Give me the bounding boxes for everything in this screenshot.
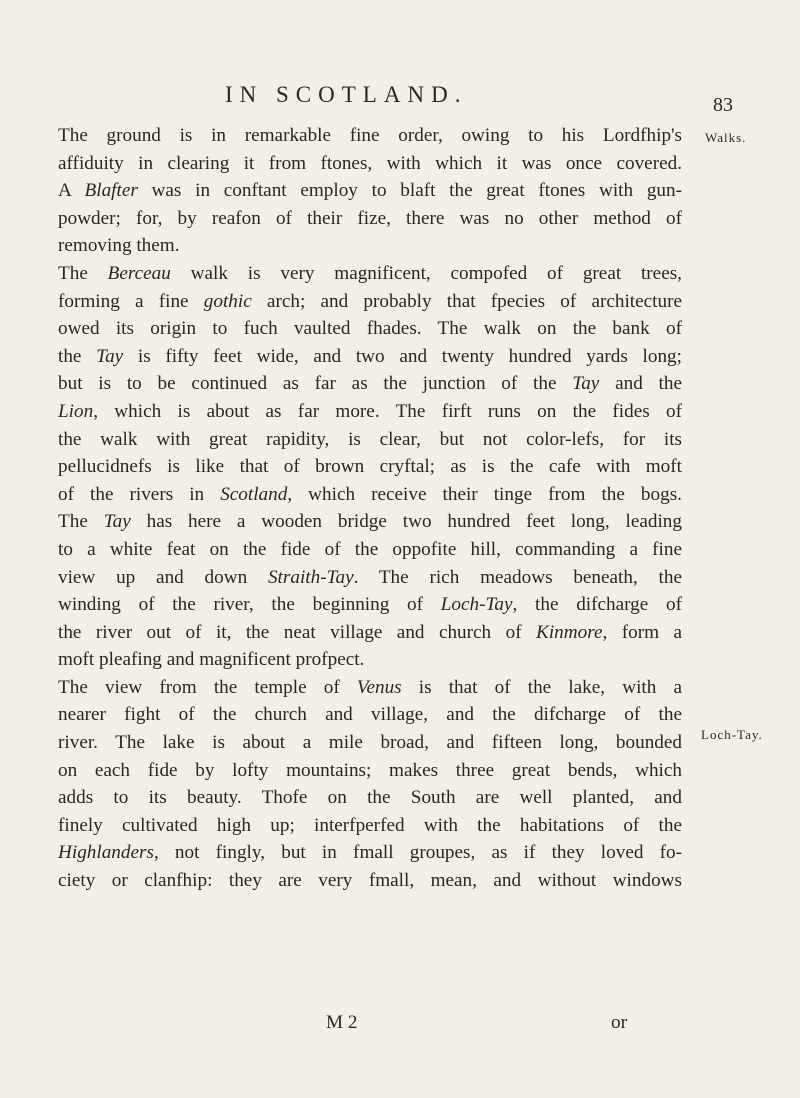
text-run: to a white feat on the fide of the oppofite hill, commanding a fine [58, 538, 682, 560]
italic-run: Highlanders [58, 842, 154, 864]
page-number: 83 [713, 94, 733, 116]
text-line [58, 205, 682, 233]
text-run: on each fide by lofty mountains; makes three great bends, which [58, 759, 682, 781]
italic-run: Venus [356, 676, 402, 698]
text-line [58, 453, 682, 481]
text-line [58, 398, 682, 426]
running-title: IN SCOTLAND. [225, 82, 468, 107]
text-line [58, 646, 682, 674]
text-run: , which receive their tinge from the bogs. [287, 483, 682, 505]
text-line [58, 370, 682, 398]
text-line [58, 260, 682, 288]
text-line [58, 481, 682, 509]
text-line [58, 812, 682, 840]
text-line [58, 232, 682, 260]
text-run: removing them. [58, 235, 180, 257]
text-run: has here a wooden bridge two hundred feet long, leading [130, 511, 682, 533]
italic-run: Tay [572, 373, 600, 395]
catchword: or [611, 1012, 627, 1033]
text-run: arch; and probably that fpecies of architecture [251, 290, 682, 312]
text-run: The ground is in remarkable fine order, owing to his Lordfhip's [58, 125, 682, 146]
text-line [58, 177, 682, 205]
text-line [58, 122, 682, 150]
margin-note-walks: Walks. [705, 130, 747, 145]
italic-run: gothic [203, 290, 252, 312]
body-text [58, 122, 682, 895]
text-run: The view from the temple of [58, 676, 357, 698]
text-run: , not fingly, but in fmall groupes, as if they loved fo- [153, 842, 682, 864]
text-run: was in conftant employ to blaft the great ftones with gun- [137, 180, 682, 202]
text-run: The [58, 262, 108, 284]
text-line [58, 839, 682, 867]
italic-run: Tay [103, 511, 131, 533]
italic-run: Loch-Tay [440, 594, 513, 616]
text-run: the river out of it, the neat village and church of [58, 621, 537, 643]
text-line [58, 536, 682, 564]
italic-run: Lion [58, 400, 94, 422]
text-run: pellucidnefs is like that of brown cryftal; as is the cafe with moft [58, 456, 682, 478]
text-line [58, 619, 682, 647]
text-line [58, 674, 682, 702]
text-run: ciety or clanfhip: they are very fmall, mean, and without windows [58, 870, 682, 892]
text-run: walk is very magnificent, compofed of great trees, [170, 262, 682, 284]
text-run: finely cultivated high up; interfperfed with the habitations of the [58, 814, 682, 836]
text-run: and the [599, 373, 682, 395]
text-run: adds to its beauty. Thofe on the South are well planted, and [58, 787, 682, 809]
italic-run: Blafter [84, 180, 138, 202]
text-run: affiduity in clearing it from ftones, with which it was once covered. [58, 152, 682, 174]
text-run: nearer fight of the church and village, and the difcharge of the [58, 704, 682, 726]
text-run: owed its origin to fuch vaulted fhades. The walk on the bank of [58, 318, 682, 340]
text-line [58, 867, 682, 895]
text-run: is that of the lake, with a [401, 676, 682, 698]
text-run: of the rivers in [58, 483, 221, 505]
italic-run: Tay [96, 345, 124, 367]
text-run: the walk with great rapidity, is clear, but not color-lefs, for its [58, 428, 682, 450]
text-run: view up and down [58, 566, 268, 588]
text-run: winding of the river, the beginning of [58, 594, 441, 616]
text-run: powder; for, by reafon of their fize, there was no other method of [58, 207, 682, 229]
text-line [58, 288, 682, 316]
text-line [58, 701, 682, 729]
italic-run: Kinmore [536, 621, 603, 643]
text-line [58, 591, 682, 619]
text-line [58, 150, 682, 178]
text-run: , which is about as far more. The firft runs on the fides of [93, 400, 682, 422]
text-line [58, 784, 682, 812]
signature-mark: M 2 [326, 1012, 358, 1033]
text-run: , the difcharge of [512, 594, 682, 616]
text-run: . The rich meadows beneath, the [353, 566, 682, 588]
text-run: A [58, 180, 85, 202]
text-run: moft pleafing and magnificent profpect. [58, 649, 365, 671]
text-run: river. The lake is about a mile broad, and fifteen long, bounded [58, 732, 682, 754]
italic-run: Berceau [107, 262, 171, 284]
text-run: forming a fine [58, 290, 204, 312]
text-run: is fifty feet wide, and two and twenty hundred yards long; [123, 345, 682, 367]
text-line [58, 757, 682, 785]
text-run: The [58, 511, 104, 533]
text-line [58, 508, 682, 536]
text-line [58, 426, 682, 454]
text-run: but is to be continued as far as the junction of the [58, 373, 573, 395]
text-run: the [58, 345, 97, 367]
text-line [58, 564, 682, 592]
text-line [58, 343, 682, 371]
text-line [58, 729, 682, 757]
italic-run: Scotland [220, 483, 288, 505]
margin-note-loch-tay: Loch-Tay. [701, 727, 763, 742]
italic-run: Straith-Tay [267, 566, 354, 588]
text-run: , form a [602, 621, 682, 643]
text-line [58, 315, 682, 343]
